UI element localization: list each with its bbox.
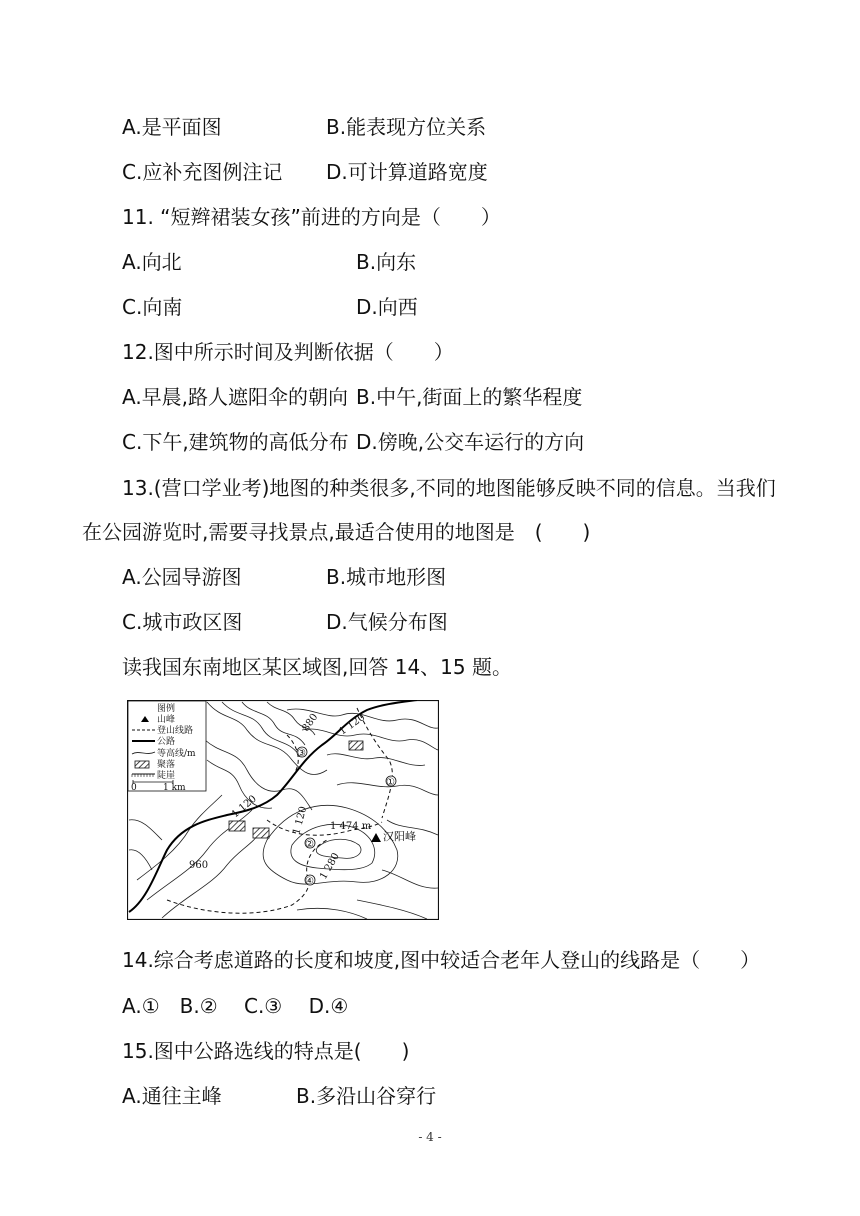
contour-label-1120: 1 120: [337, 712, 368, 738]
legend-road-label: 公路: [157, 737, 176, 747]
peak-height-label: 1 474 m: [330, 821, 372, 832]
q15-option-a: A.通往主峰: [122, 1084, 222, 1108]
peak-name-label: 汉阳峰: [383, 830, 416, 843]
q11-option-d: D.向西: [356, 295, 418, 319]
q14-options: A.① B.② C.③ D.④: [122, 994, 349, 1018]
q11-option-c: C.向南: [122, 295, 183, 319]
q11-option-b: B.向东: [356, 250, 417, 274]
q10-option-d: D.可计算道路宽度: [326, 160, 488, 184]
route-4-label: ④: [305, 876, 314, 887]
legend-title: 图例: [157, 704, 176, 714]
q10-option-b: B.能表现方位关系: [326, 115, 487, 139]
contour-label-1120: 1 120: [291, 805, 310, 836]
page-number: - 4 -: [418, 1130, 442, 1144]
q15-option-b: B.多沿山谷穿行: [296, 1084, 437, 1108]
contour-label-1280: 1 280: [318, 851, 342, 882]
legend-settlement-label: 聚落: [157, 760, 176, 770]
legend-settlement-icon: [135, 761, 149, 768]
settlement-icon: [229, 821, 245, 831]
q13-option-a: A.公园导游图: [122, 565, 242, 589]
contour-label-960: 960: [189, 860, 209, 871]
q13-stem-line1: 13.(营口学业考)地图的种类很多,不同的地图能够反映不同的信息。当我们: [122, 476, 776, 500]
q12-option-c: C.下午,建筑物的高低分布: [122, 430, 349, 454]
route-1-label: ①: [386, 777, 395, 788]
q10-option-a: A.是平面图: [122, 115, 222, 139]
q14-stem: 14.综合考虑道路的长度和坡度,图中较适合老年人登山的线路是（ ）: [122, 948, 761, 972]
contour-map: [127, 700, 439, 920]
q12-option-a: A.早晨,路人遮阳伞的朝向: [122, 385, 349, 409]
q13-stem-line2: 在公园游览时,需要寻找景点,最适合使用的地图是 ( ): [82, 520, 591, 544]
settlement-icon: [349, 741, 363, 750]
settlement-icon: [253, 828, 269, 838]
route-2-label: ②: [305, 839, 314, 850]
legend-peak-label: 山峰: [157, 715, 176, 725]
contour-label-1120: 1 120: [229, 793, 259, 821]
scale-unit-label: 1 km: [163, 783, 186, 793]
q13-option-b: B.城市地形图: [326, 565, 447, 589]
q12-stem: 12.图中所示时间及判断依据（ ）: [122, 340, 454, 364]
q15-stem: 15.图中公路选线的特点是( ): [122, 1039, 410, 1063]
legend-trail-label: 登山线路: [157, 726, 194, 736]
q13-option-d: D.气候分布图: [326, 610, 448, 634]
q10-option-c: C.应补充图例注记: [122, 160, 283, 184]
q11-stem: 11. “短辫裙装女孩”前进的方向是（ ）: [122, 205, 501, 229]
map-intro: 读我国东南地区某区域图,回答 14、15 题。: [122, 655, 512, 679]
q12-option-d: D.傍晚,公交车运行的方向: [356, 430, 585, 454]
legend-contour-label: 等高线/m: [157, 749, 196, 759]
scale-zero-label: 0: [131, 783, 137, 793]
legend-cliff-label: 陡崖: [157, 771, 176, 781]
q13-option-c: C.城市政区图: [122, 610, 243, 634]
map-legend: [128, 701, 206, 793]
q12-option-b: B.中午,街面上的繁华程度: [356, 385, 583, 409]
contour-label-880: 880: [300, 711, 321, 734]
route-3-label: ③: [297, 748, 306, 759]
q11-option-a: A.向北: [122, 250, 182, 274]
